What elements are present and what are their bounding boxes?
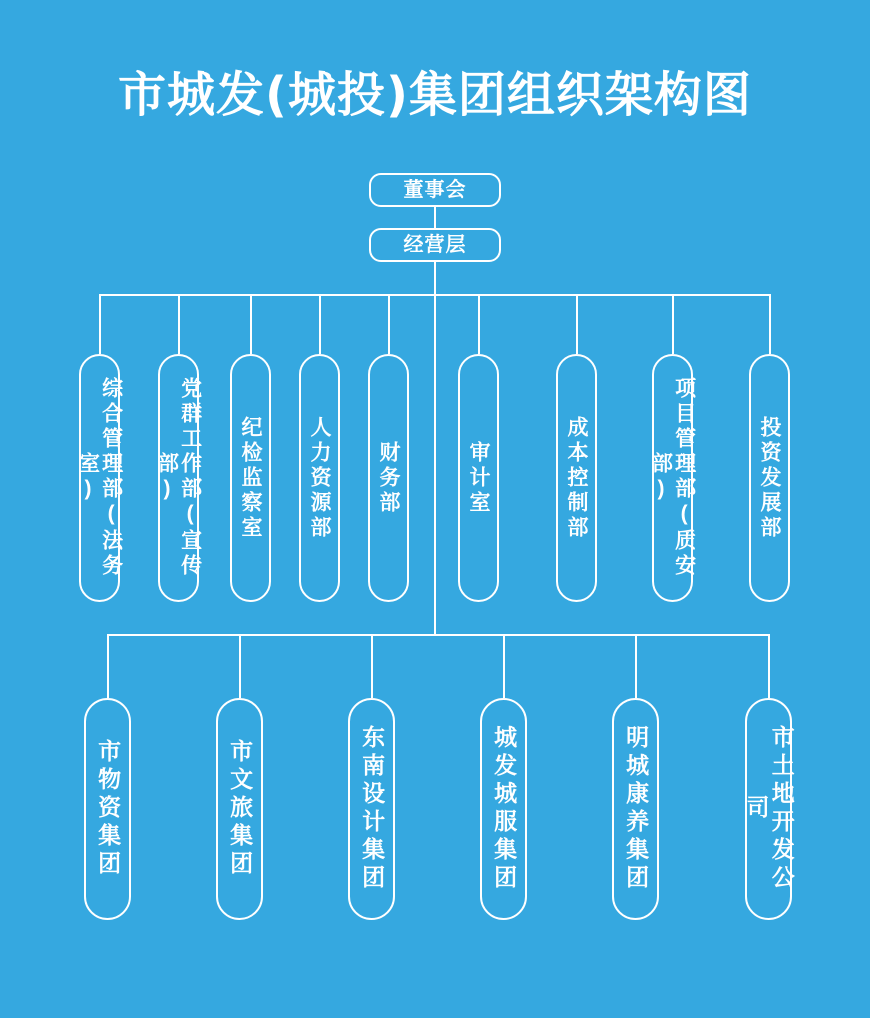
- node-dept-human-resources[interactable]: 人力资源部: [299, 354, 340, 602]
- connector-drop-dept-7: [576, 294, 578, 354]
- connector-drop-dept-1: [99, 294, 101, 354]
- connector-drop-sub-6: [768, 634, 770, 698]
- connector-drop-dept-5: [388, 294, 390, 354]
- node-subsidiary-chengfa-service-group[interactable]: 城发城服集团: [480, 698, 527, 920]
- node-dept-finance[interactable]: 财务部: [368, 354, 409, 602]
- node-dept-project-management[interactable]: 项目管理部(质安部): [652, 354, 693, 602]
- node-board[interactable]: 董事会: [369, 173, 501, 207]
- node-dept-party-affairs[interactable]: 党群工作部(宣传部): [158, 354, 199, 602]
- node-dept-investment-development[interactable]: 投资发展部: [749, 354, 790, 602]
- connector-drop-sub-2: [239, 634, 241, 698]
- connector-drop-dept-8: [672, 294, 674, 354]
- connector-drop-dept-9: [769, 294, 771, 354]
- connector-drop-sub-5: [635, 634, 637, 698]
- node-dept-discipline-inspection[interactable]: 纪检监察室: [230, 354, 271, 602]
- node-subsidiary-southeast-design-group[interactable]: 东南设计集团: [348, 698, 395, 920]
- node-subsidiary-culture-tourism-group[interactable]: 市文旅集团: [216, 698, 263, 920]
- connector-drop-dept-3: [250, 294, 252, 354]
- node-subsidiary-mingcheng-health-group[interactable]: 明城康养集团: [612, 698, 659, 920]
- connector-drop-sub-1: [107, 634, 109, 698]
- node-management[interactable]: 经营层: [369, 228, 501, 262]
- node-subsidiary-land-development-company[interactable]: 市土地开发公司: [745, 698, 792, 920]
- connector-drop-sub-3: [371, 634, 373, 698]
- connector-management-trunk: [434, 261, 436, 295]
- connector-drop-dept-2: [178, 294, 180, 354]
- connector-subsidiary-bus: [107, 634, 768, 636]
- connector-board-to-management: [434, 206, 436, 230]
- connector-main-trunk: [434, 294, 436, 635]
- node-dept-audit[interactable]: 审计室: [458, 354, 499, 602]
- connector-drop-sub-4: [503, 634, 505, 698]
- node-subsidiary-materials-group[interactable]: 市物资集团: [84, 698, 131, 920]
- page-title: 市城发(城投)集团组织架构图: [118, 67, 752, 123]
- node-dept-cost-control[interactable]: 成本控制部: [556, 354, 597, 602]
- connector-drop-dept-6: [478, 294, 480, 354]
- connector-drop-dept-4: [319, 294, 321, 354]
- node-dept-general-management[interactable]: 综合管理部(法务室): [79, 354, 120, 602]
